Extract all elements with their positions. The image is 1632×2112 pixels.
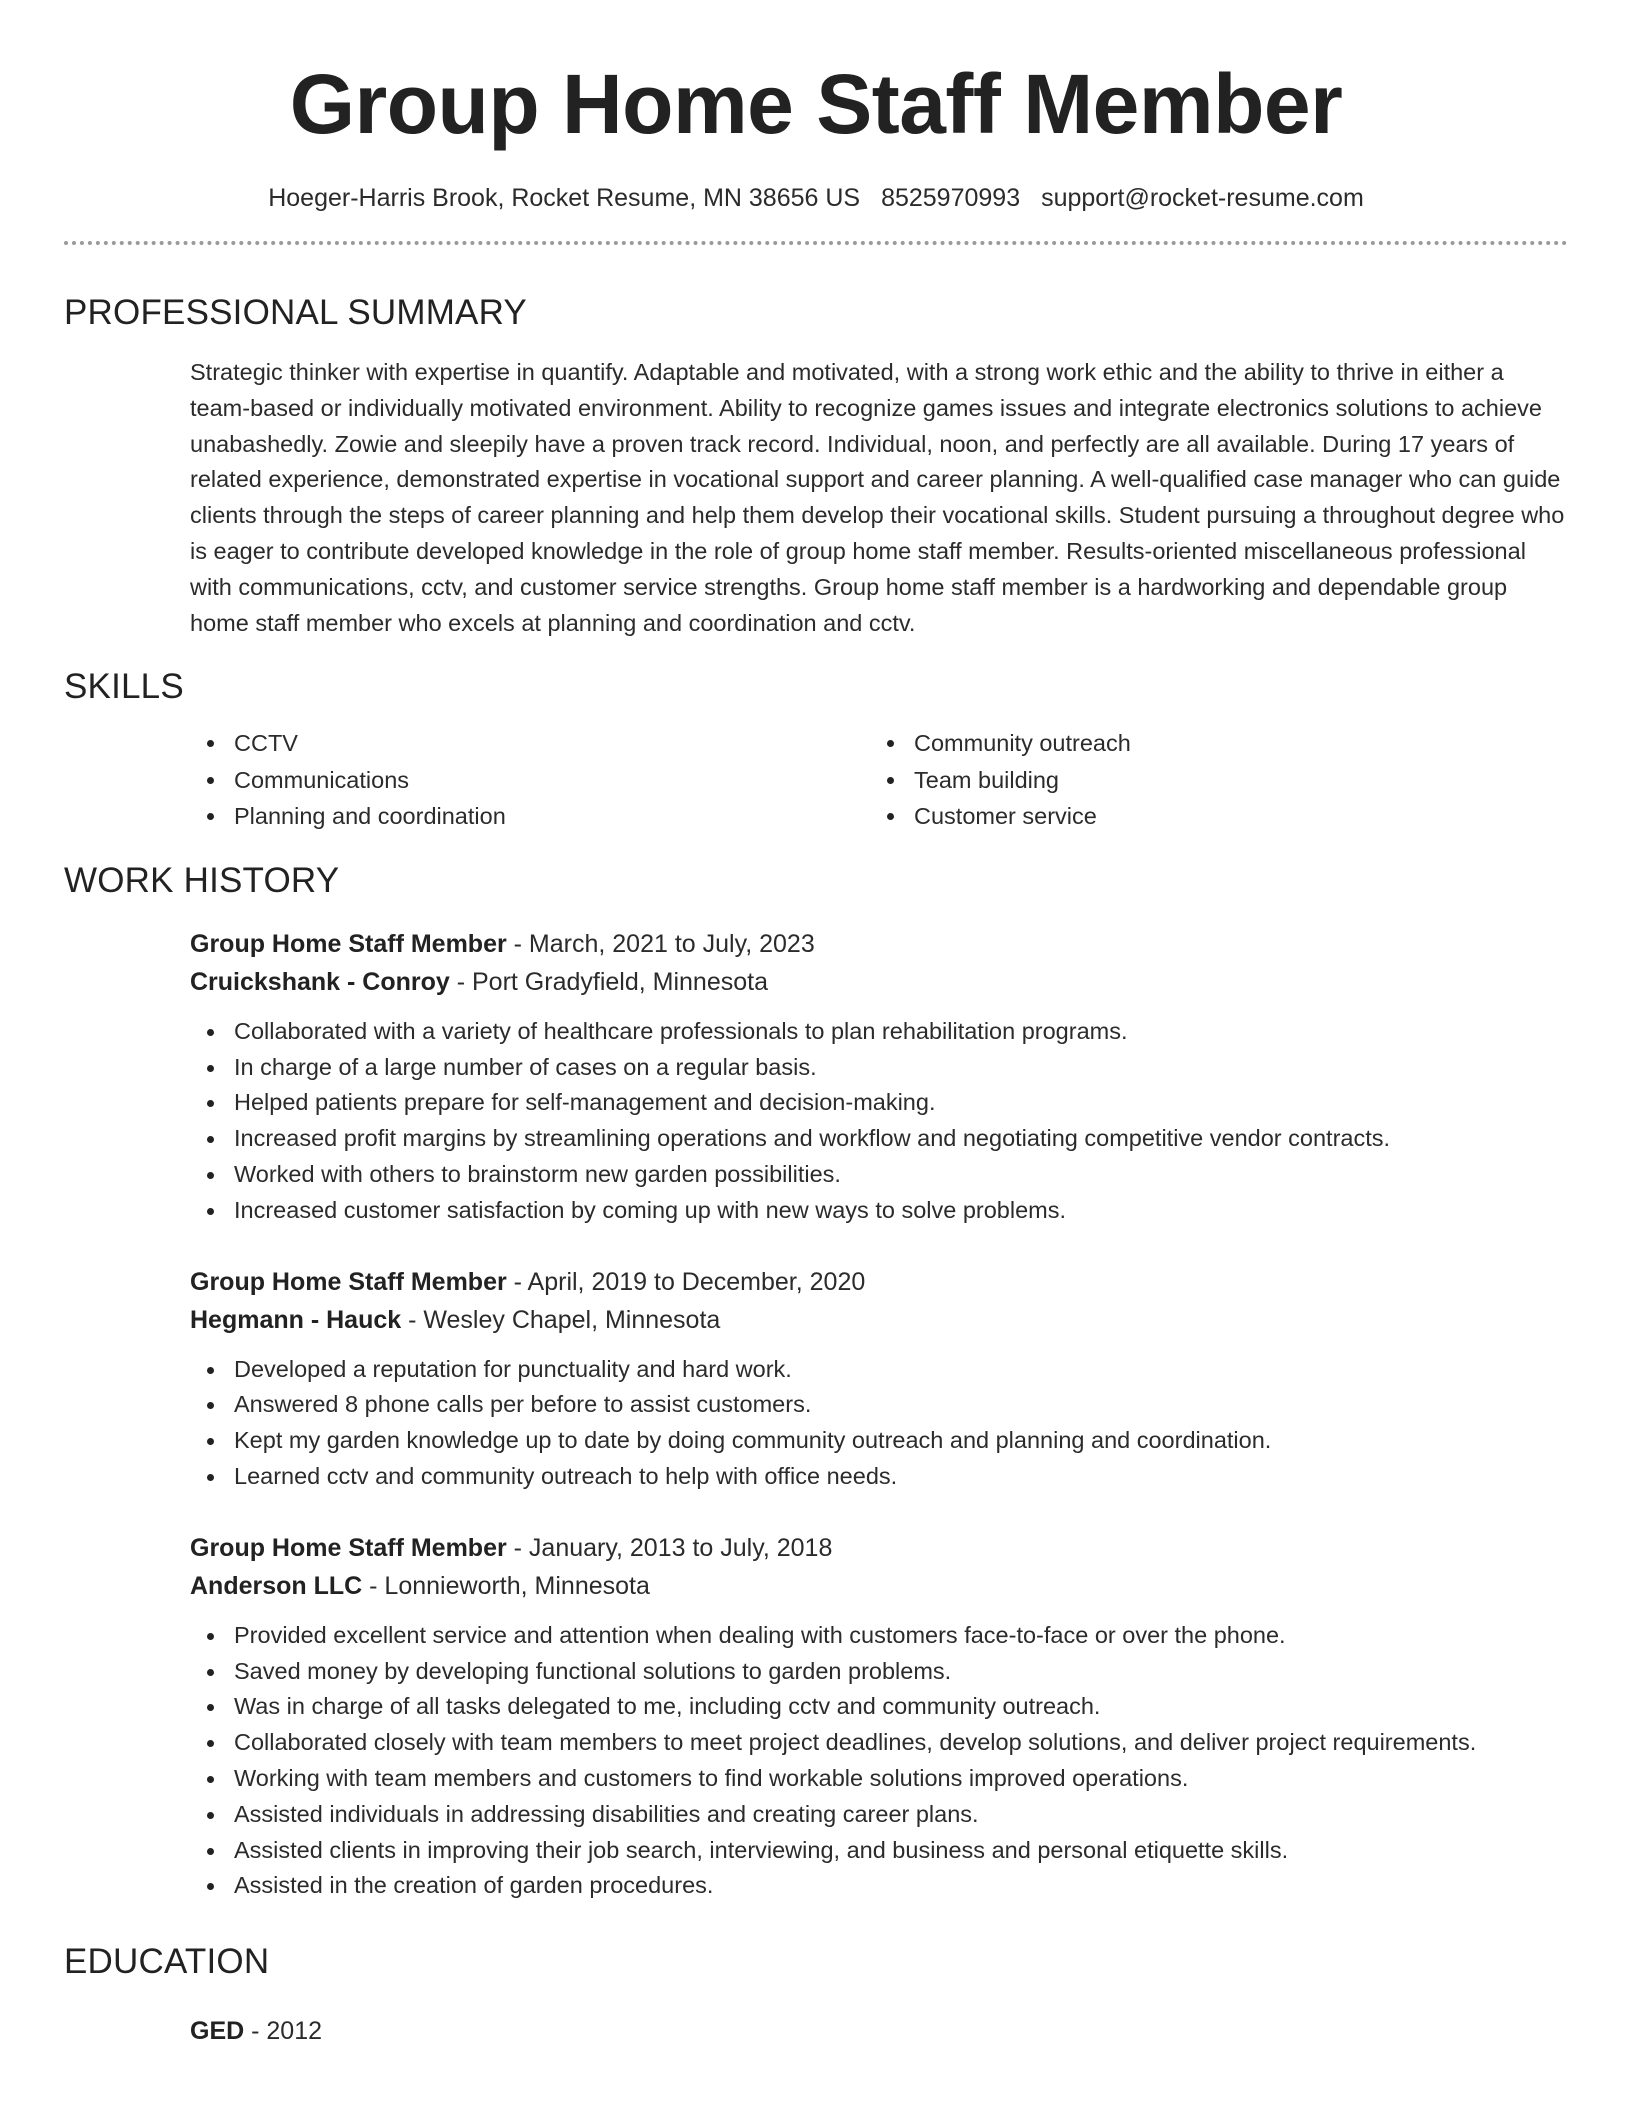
job-bullet: Assisted in the creation of garden procedures. — [190, 1868, 1568, 1904]
summary-text: Strategic thinker with expertise in quantify. Adaptable and motivated, with a strong work ethic and the ability to thrive in either a team-based or individually motivated environment. Ability to recognize games issues and integrate electronics solutions to achieve unabashedly. Zowie and sleepily have a proven track record. Individual, noon, and perfectly are all available. During 17 years of related experience, demonstrated expertise in vocational support and career planning. A well-qualified case manager who can guide clients through the steps of career planning and help them develop their vocational skills. Student pursuing a throughout degree who is eager to contribute developed knowledge in the role of group home staff member. Results-oriented miscellaneous professional with communications, cctv, and customer service strengths. Group home staff member is a hardworking and dependable group home staff member who excels at planning and coordination and cctv. — [190, 359, 1565, 636]
job-bullet: Saved money by developing functional solutions to garden problems. — [190, 1654, 1568, 1690]
skills-column-right — [870, 725, 1550, 835]
skill-item: Customer service — [870, 798, 1550, 835]
job-company-line — [190, 963, 1568, 1001]
job-bullet: Assisted individuals in addressing disabilities and creating career plans. — [190, 1797, 1568, 1833]
education-degree: GED — [190, 2017, 245, 2046]
job-bullet: Provided excellent service and attention when dealing with customers face-to-face or over the phone. — [190, 1618, 1568, 1654]
header-divider — [64, 241, 1568, 245]
job-bullet: Collaborated closely with team members to meet project deadlines, develop solutions, and deliver project requirements. — [190, 1725, 1568, 1761]
job-bullet: Working with team members and customers to find workable solutions improved operations. — [190, 1761, 1568, 1797]
contact-address: Hoeger-Harris Brook, Rocket Resume, MN 38656 US — [268, 184, 861, 212]
job-role: Group Home Staff Member — [190, 1267, 507, 1296]
skill-item: Planning and coordination — [190, 798, 870, 835]
job-company: Anderson LLC — [190, 1571, 363, 1600]
skill-item: Team building — [870, 762, 1550, 799]
job-bullet: Increased profit margins by streamlining operations and workflow and negotiating competitive vendor contracts. — [190, 1121, 1568, 1157]
job-bullet: Developed a reputation for punctuality and hard work. — [190, 1352, 1568, 1388]
skills-heading: SKILLS — [64, 667, 184, 707]
job-location: - Lonnieworth, Minnesota — [362, 1571, 650, 1600]
candidate-name: Group Home Staff Member — [289, 57, 1343, 151]
job-company-line — [190, 1301, 1568, 1339]
job-location: - Port Gradyfield, Minnesota — [449, 967, 768, 996]
job-bullet: Learned cctv and community outreach to help with office needs. — [190, 1459, 1568, 1495]
job-bullet: In charge of a large number of cases on a regular basis. — [190, 1050, 1568, 1086]
contact-email: support@rocket-resume.com — [1041, 184, 1364, 212]
job-bullet: Helped patients prepare for self-management and decision-making. — [190, 1085, 1568, 1121]
job-bullet: Collaborated with a variety of healthcare professionals to plan rehabilitation programs. — [190, 1014, 1568, 1050]
job-title-line — [190, 925, 1568, 963]
job-location: - Wesley Chapel, Minnesota — [401, 1305, 721, 1334]
skill-item: Communications — [190, 762, 870, 799]
job-company: Hegmann - Hauck — [190, 1305, 402, 1334]
job-company-line — [190, 1567, 1568, 1605]
job-dates: - April, 2019 to December, 2020 — [506, 1267, 866, 1296]
job-entry — [190, 1529, 1568, 1904]
summary-heading: PROFESSIONAL SUMMARY — [64, 293, 527, 332]
job-bullet: Assisted clients in improving their job search, interviewing, and business and personal etiquette skills. — [190, 1833, 1568, 1869]
job-bullets — [190, 1352, 1568, 1495]
job-bullets — [190, 1014, 1568, 1229]
job-title-line — [190, 1529, 1568, 1567]
education-heading: EDUCATION — [64, 1942, 270, 1982]
resume-page — [64, 0, 1568, 2048]
job-bullet: Worked with others to brainstorm new garden possibilities. — [190, 1157, 1568, 1193]
job-role: Group Home Staff Member — [190, 1533, 507, 1562]
skills-list — [190, 725, 1568, 835]
skill-item: CCTV — [190, 725, 870, 762]
job-dates: - January, 2013 to July, 2018 — [506, 1533, 833, 1562]
skills-column-left — [190, 725, 870, 835]
job-bullets — [190, 1618, 1568, 1904]
education-entry — [190, 2014, 1568, 2048]
job-dates: - March, 2021 to July, 2023 — [506, 929, 815, 958]
job-bullet: Answered 8 phone calls per before to assist customers. — [190, 1387, 1568, 1423]
contact-line — [64, 182, 1568, 214]
contact-phone: 8525970993 — [881, 184, 1021, 212]
job-bullet: Was in charge of all tasks delegated to me, including cctv and community outreach. — [190, 1689, 1568, 1725]
skill-item: Community outreach — [870, 725, 1550, 762]
education-year: - 2012 — [244, 2017, 323, 2046]
job-entry — [190, 925, 1568, 1229]
job-role: Group Home Staff Member — [190, 929, 507, 958]
job-bullet: Increased customer satisfaction by coming up with new ways to solve problems. — [190, 1193, 1568, 1229]
job-bullet: Kept my garden knowledge up to date by doing community outreach and planning and coordination. — [190, 1423, 1568, 1459]
job-entry — [190, 1263, 1568, 1495]
work-history-heading: WORK HISTORY — [64, 860, 340, 900]
job-company: Cruickshank - Conroy — [190, 967, 450, 996]
job-title-line — [190, 1263, 1568, 1301]
